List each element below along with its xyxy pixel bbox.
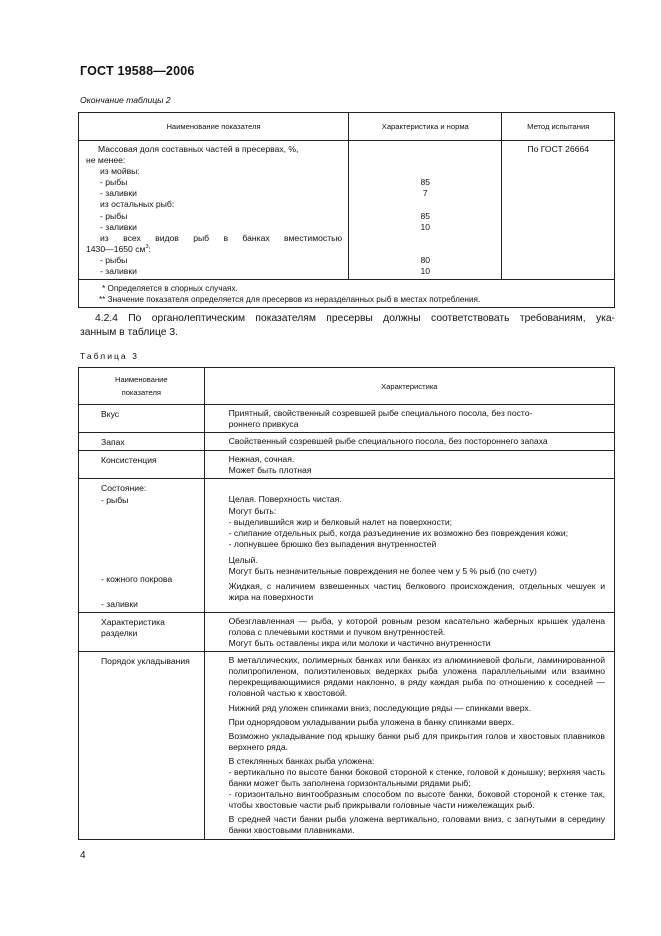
consistency-line-2: Может быть плотная — [228, 465, 312, 476]
value-line: 10 — [420, 221, 431, 232]
name-line — [86, 244, 342, 255]
name-line: - заливки — [100, 266, 137, 277]
note-1: * Определяется в спорных случаях. — [102, 284, 238, 294]
name-line: Массовая доля составных частей в пресервах, %, — [98, 144, 299, 154]
state-name-cell — [79, 479, 205, 612]
page-number: 4 — [80, 850, 86, 861]
cutting-text-2: Могут быть оставлены икра или молоки и частично внутренности — [228, 638, 491, 649]
table2-name-cell — [79, 141, 349, 280]
value-line: 85 — [420, 177, 431, 188]
table3-caption: Таблица 3 — [80, 351, 139, 361]
name-line: не менее: — [86, 155, 126, 166]
table3-row-packing — [79, 652, 615, 839]
volume-text: 1430—1650 см — [86, 243, 146, 254]
fish-line-4: - слипание отдельных рыб, когда разъединение их возможно без повреждения кожи; — [228, 527, 569, 538]
method-text: По ГОСТ 26664 — [527, 144, 590, 154]
table3-header-row — [79, 368, 615, 405]
table2-header-name: Наименование показателя — [79, 113, 349, 141]
name-line: - заливки — [100, 188, 137, 199]
value-line — [349, 144, 501, 155]
consistency-name: Консистенция — [79, 451, 205, 479]
packing-p4: Возможно укладывание под крышку банки рыб для прикрытия голов и хвостовых плавников верхнего ряда. — [228, 730, 605, 752]
value-line: 80 — [420, 254, 431, 265]
paragraph-line-2: занным в таблице 3. — [80, 326, 178, 338]
note-2: ** Значение показателя определяется для пресервов из неразделанных рыб в местах потребления. — [99, 295, 481, 305]
packing-p5: В стеклянных банках рыба уложена: — [228, 755, 375, 766]
smell-name: Запах — [79, 433, 205, 451]
packing-p1: В металлических, полимерных банках или банках из алюминиевой фольги, ламинированной полипропиленом, полиэтиленовых ведерках рыба уложена параллельными или взаимно перекрещивающимися рядами наклонно, в ряду каждая рыба по отношению к соседней — головной частью к хвостовой. — [228, 655, 605, 699]
smell-text: Свойственный созревшей рыбе специального посола, без постороннего запаха — [204, 433, 614, 451]
state-name: Состояние: — [101, 483, 147, 494]
table3-row-cutting — [79, 612, 615, 651]
packing-p8: В средней части банки рыба уложена вертикально, головами вниз, с загнутыми в середину банки хвостовыми плавниками. — [228, 814, 605, 836]
name-line: - рыбы — [100, 210, 128, 221]
value-line — [349, 244, 501, 255]
table2-header-method: Метод испытания — [502, 113, 615, 141]
table-3 — [78, 367, 615, 840]
value-line — [349, 233, 501, 244]
packing-p7: - горизонтально винтообразным способом по высоте банки, боковой стороной к стенке так, чтобы хвостовые части рыб прикрывали головные части нижележащих рыб. — [228, 789, 605, 811]
name-line: - рыбы — [100, 177, 128, 188]
table2-notes-row — [79, 280, 615, 308]
skin-line-1: Целый. — [228, 554, 258, 565]
table3-row-state — [79, 479, 615, 612]
consistency-text — [204, 451, 614, 479]
header-name-line-1: Наименование — [114, 375, 168, 384]
value-line: 85 — [420, 210, 431, 221]
taste-text-body: Приятный, свойственный созревшей рыбе специального посола, без посто- роннего привкуса — [228, 408, 533, 430]
name-line: - заливки — [100, 221, 137, 232]
name-line: - рыбы — [100, 254, 128, 265]
fill-text: Жидкая, с наличием взвешенных частиц белкового происхождения, отдельных чешуек и жира на поверхности — [228, 581, 605, 603]
table2-row-mass-fraction — [79, 141, 615, 280]
name-line: из остальных рыб: — [100, 199, 175, 210]
consistency-line-1: Нежная, сочная. — [228, 454, 295, 465]
paragraph-4-2-4 — [80, 312, 615, 339]
cutting-name: Характеристика разделки — [79, 612, 205, 651]
taste-name: Вкус — [79, 405, 205, 433]
table2-method-cell — [502, 141, 615, 280]
fish-line-5: - лопнувшее брюшко без выпадения внутренностей — [228, 538, 437, 549]
fish-line-2: Могут быть: — [228, 505, 277, 516]
fish-line-3: - выделившийся жир и белковый налет на поверхности; — [228, 516, 453, 527]
table2-value-cell — [349, 141, 502, 280]
taste-text — [204, 405, 614, 433]
cutting-text-cell — [204, 612, 614, 651]
name-line: из мойвы: — [100, 166, 140, 177]
value-line — [349, 166, 501, 177]
packing-p2: Нижний ряд уложен спинками вниз, последующие ряды — спинками вверх. — [228, 702, 532, 713]
table3-row-taste — [79, 405, 615, 433]
volume-suffix: : — [148, 243, 151, 254]
fish-line-1: Целая. Поверхность чистая. — [228, 494, 342, 505]
cutting-text: Обезглавленная — рыба, у которой ровным резом касательно жаберных крышек удалена голова с плечевыми костями и пучком внутренностей. — [228, 615, 605, 637]
standard-header: ГОСТ 19588—2006 — [80, 64, 195, 78]
value-line: 10 — [420, 266, 431, 277]
packing-p3: При однорядовом укладывании рыба уложена в банку спинками вверх. — [228, 716, 515, 727]
packing-text-cell — [204, 652, 614, 839]
state-skin-label: - кожного покрова — [101, 573, 173, 584]
table3-row-smell — [79, 433, 615, 451]
state-fill-label: - заливки — [101, 598, 138, 609]
table3-header-characteristic: Характеристика — [204, 368, 614, 405]
packing-name: Порядок укладывания — [79, 652, 205, 839]
paragraph-line-1: 4.2.4 По органолептическим показателям пресервы должны соответствовать требованиям, ука- — [95, 313, 615, 324]
skin-line-2: Могут быть незначительные повреждения не более чем у 5 % рыб (по счету) — [228, 566, 537, 577]
header-name-line-2: показателя — [121, 388, 162, 397]
table2-header-norm: Характеристика и норма — [349, 113, 502, 141]
state-fish-label: - рыбы — [101, 494, 129, 505]
value-line — [349, 155, 501, 166]
volume-sup: 3 — [145, 243, 149, 250]
table2-header-row — [79, 113, 615, 141]
value-line — [349, 199, 501, 210]
table-2-continued — [78, 112, 615, 308]
state-text-cell — [204, 479, 614, 612]
table3-row-consistency — [79, 451, 615, 479]
packing-p6: - вертикально по высоте банки боковой стороной к стенке, головой к донышку; верхняя часть банки может быть заполнена горизонтальными рядами рыб; — [228, 766, 605, 789]
table2-caption: Окончание таблицы 2 — [80, 95, 171, 105]
value-line: 7 — [422, 188, 428, 199]
table3-header-name — [79, 368, 205, 405]
name-line: из всех видов рыб в банках вместимостью — [100, 232, 343, 243]
table2-notes-cell — [79, 280, 615, 308]
